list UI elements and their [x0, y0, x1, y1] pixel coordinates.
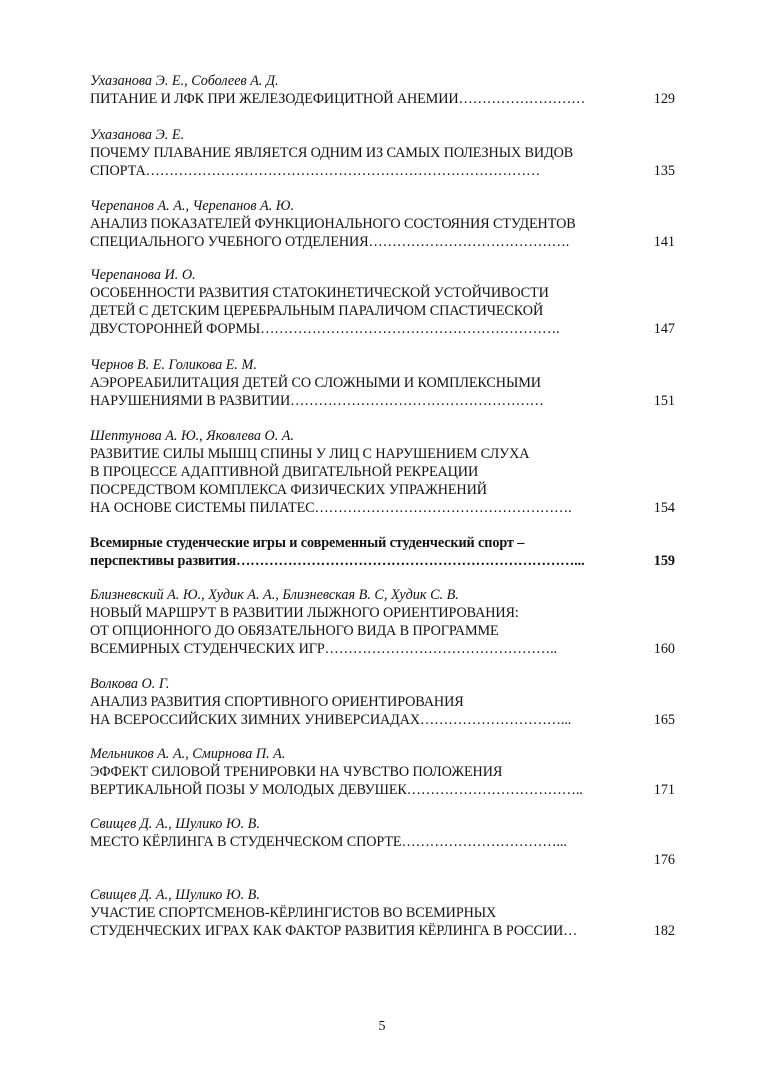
entry-title-line: НА ОСНОВЕ СИСТЕМЫ ПИЛАТЕС……………………………………………….: [90, 500, 572, 516]
entry-authors: Свищев Д. А., Шулико Ю. В.: [90, 816, 260, 832]
toc-entry: [90, 675, 680, 729]
entry-title-line: МЕСТО КЁРЛИНГА В СТУДЕНЧЕСКОМ СПОРТЕ……………………………...: [90, 834, 567, 850]
section-title-line: Всемирные студенческие игры и современный студенческий спорт –: [90, 535, 525, 551]
entry-page-number: 147: [653, 321, 675, 337]
entry-title-line: НОВЫЙ МАРШРУТ В РАЗВИТИИ ЛЫЖНОГО ОРИЕНТИРОВАНИЯ:: [90, 605, 519, 621]
entry-title-line: СТУДЕНЧЕСКИХ ИГРАХ КАК ФАКТОР РАЗВИТИЯ КЁРЛИНГА В РОССИИ…: [90, 923, 578, 939]
entry-title-line: НАРУШЕНИЯМИ В РАЗВИТИИ………………………………………………: [90, 393, 544, 409]
entry-authors: Ухазанова Э. Е., Соболеев А. Д.: [90, 73, 279, 89]
entry-title-line: В ПРОЦЕССЕ АДАПТИВНОЙ ДВИГАТЕЛЬНОЙ РЕКРЕАЦИИ: [90, 464, 479, 480]
entry-authors: Чернов В. Е. Голикова Е. М.: [90, 357, 257, 373]
entry-authors: Мельников А. А., Смирнова П. А.: [90, 746, 286, 762]
toc-section-heading: [90, 534, 680, 570]
entry-title-line: СПОРТА…………………………………………………………………………: [90, 163, 541, 179]
toc-entry: [90, 815, 680, 868]
entry-title-line: ПОСРЕДСТВОМ КОМПЛЕКСА ФИЗИЧЕСКИХ УПРАЖНЕНИЙ: [90, 482, 487, 498]
section-title-line: перспективы развития………………………………………………………………...: [90, 553, 585, 569]
toc-entry: [90, 72, 680, 108]
entry-page-number: 165: [653, 712, 675, 728]
entry-authors: Шептунова А. Ю., Яковлева О. А.: [90, 428, 295, 444]
entry-title-line: РАЗВИТИЕ СИЛЫ МЫШЦ СПИНЫ У ЛИЦ С НАРУШЕНИЕМ СЛУХА: [90, 446, 530, 462]
entry-title-line: АНАЛИЗ РАЗВИТИЯ СПОРТИВНОГО ОРИЕНТИРОВАНИЯ: [90, 694, 464, 710]
toc-entry: [90, 126, 680, 180]
entry-title-line: ПИТАНИЕ И ЛФК ПРИ ЖЕЛЕЗОДЕФИЦИТНОЙ АНЕМИИ………………………: [90, 91, 586, 107]
toc-entry: [90, 356, 680, 410]
page-number-footer: 5: [378, 1019, 386, 1034]
toc-entry: [90, 886, 680, 940]
entry-authors: Ухазанова Э. Е.: [90, 127, 185, 143]
entry-page-number: 141: [653, 234, 675, 250]
entry-title-line: ЭФФЕКТ СИЛОВОЙ ТРЕНИРОВКИ НА ЧУВСТВО ПОЛОЖЕНИЯ: [90, 764, 503, 780]
toc-entry: [90, 427, 680, 517]
toc-entry: [90, 745, 680, 799]
entry-page-number: 135: [653, 163, 675, 179]
entry-title-line: ПОЧЕМУ ПЛАВАНИЕ ЯВЛЯЕТСЯ ОДНИМ ИЗ САМЫХ ПОЛЕЗНЫХ ВИДОВ: [90, 145, 574, 161]
entry-title-line: ДЕТЕЙ С ДЕТСКИМ ЦЕРЕБРАЛЬНЫМ ПАРАЛИЧОМ СПАСТИЧЕСКОЙ: [90, 303, 544, 319]
entry-page-number: 160: [653, 641, 675, 657]
toc-entry: [90, 266, 680, 338]
entry-title-line: СПЕЦИАЛЬНОГО УЧЕБНОГО ОТДЕЛЕНИЯ…………………………………….: [90, 234, 570, 250]
entry-title-line: УЧАСТИЕ СПОРТСМЕНОВ-КЁРЛИНГИСТОВ ВО ВСЕМИРНЫХ: [90, 905, 497, 921]
entry-title-line: ВСЕМИРНЫХ СТУДЕНЧЕСКИХ ИГР…………………………………………..: [90, 641, 557, 657]
entry-page-number: 176: [653, 852, 675, 868]
entry-authors: Волкова О. Г.: [90, 676, 170, 692]
entry-page-number: 151: [653, 393, 675, 409]
entry-page-number: 154: [653, 500, 675, 516]
entry-authors: Черепанов А. А., Черепанов А. Ю.: [90, 198, 294, 214]
entry-authors: Свищев Д. А., Шулико Ю. В.: [90, 887, 260, 903]
entry-page-number: 182: [653, 923, 675, 939]
entry-authors: Близневский А. Ю., Худик А. А., Близневская В. С, Худик С. В.: [90, 587, 459, 603]
section-page-number: 159: [653, 553, 675, 569]
entry-title-line: ОСОБЕННОСТИ РАЗВИТИЯ СТАТОКИНЕТИЧЕСКОЙ УСТОЙЧИВОСТИ: [90, 285, 549, 301]
entry-title-line: НА ВСЕРОССИЙСКИХ ЗИМНИХ УНИВЕРСИАДАХ…………………………...: [90, 712, 572, 728]
entry-authors: Черепанова И. О.: [90, 267, 196, 283]
toc-entry: [90, 586, 680, 658]
entry-title-line: ВЕРТИКАЛЬНОЙ ПОЗЫ У МОЛОДЫХ ДЕВУШЕК………………………………..: [90, 782, 583, 798]
toc-entry: [90, 197, 680, 251]
entry-title-line: АНАЛИЗ ПОКАЗАТЕЛЕЙ ФУНКЦИОНАЛЬНОГО СОСТОЯНИЯ СТУДЕНТОВ: [90, 216, 576, 232]
entry-page-number: 171: [653, 782, 675, 798]
entry-title-line: ОТ ОПЦИОННОГО ДО ОБЯЗАТЕЛЬНОГО ВИДА В ПРОГРАММЕ: [90, 623, 499, 639]
entry-page-number: 129: [653, 91, 675, 107]
entry-title-line: ДВУСТОРОННЕЙ ФОРМЫ……………………………………………………….: [90, 321, 560, 337]
entry-title-line: АЭРОРЕАБИЛИТАЦИЯ ДЕТЕЙ СО СЛОЖНЫМИ И КОМПЛЕКСНЫМИ: [90, 375, 541, 391]
